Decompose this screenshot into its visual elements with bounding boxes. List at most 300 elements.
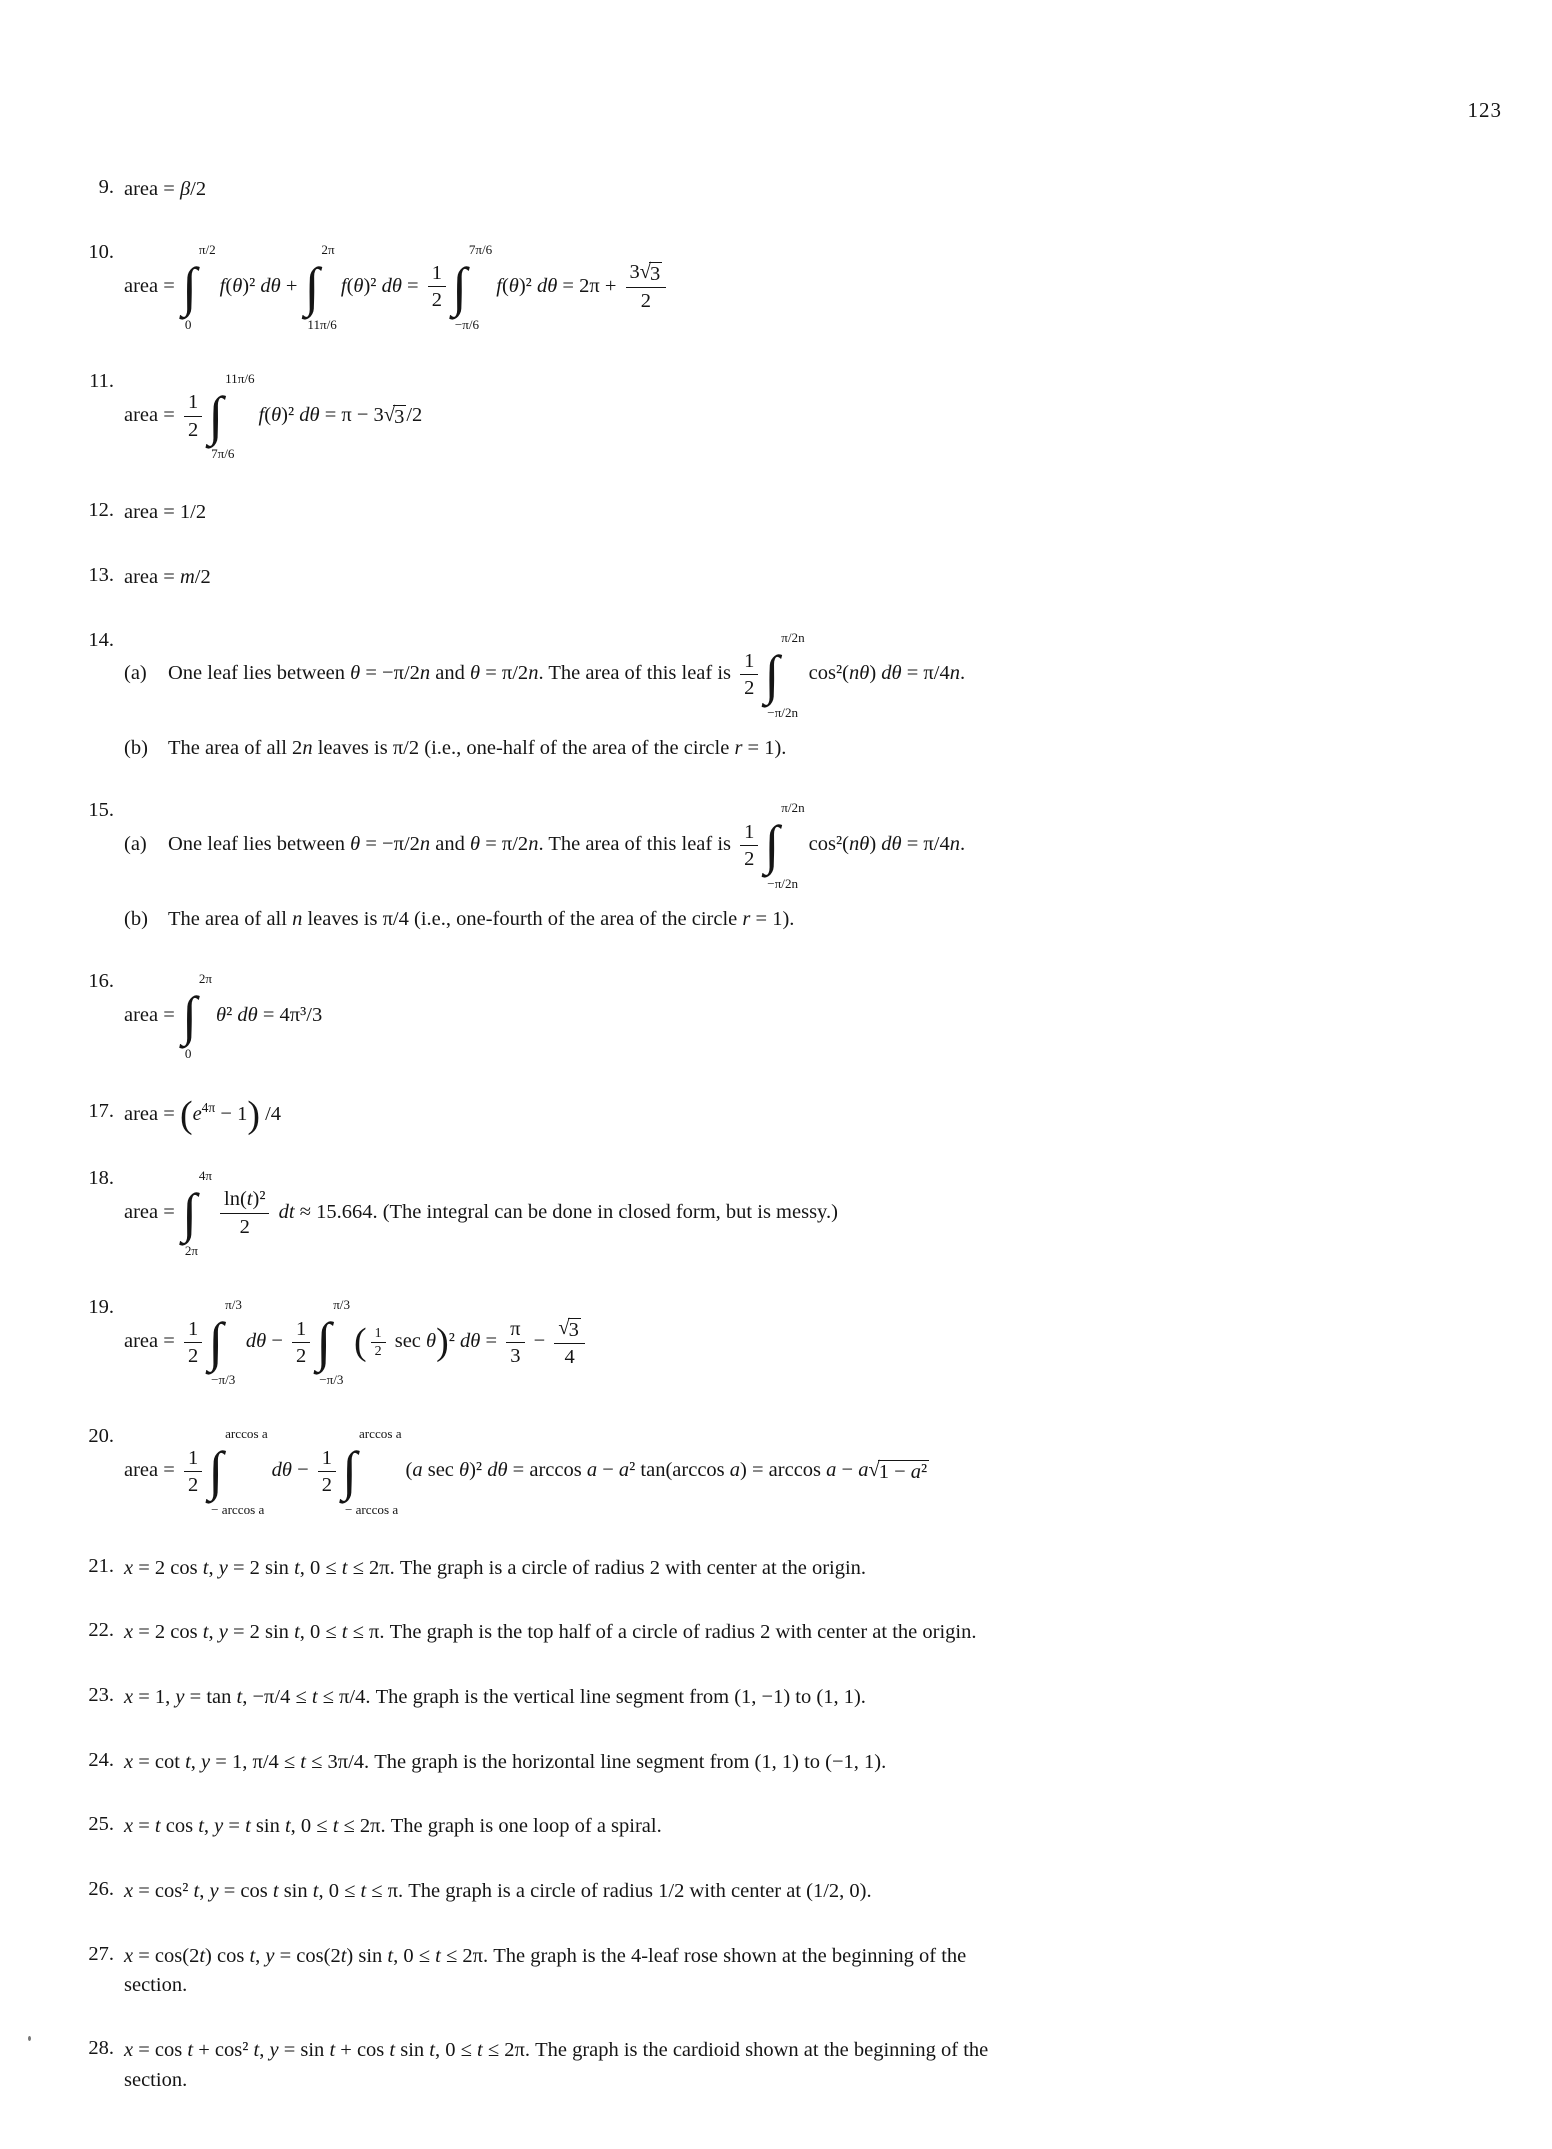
lower-limit: 0 — [184, 316, 192, 332]
text-run: = cot — [133, 1750, 186, 1773]
problem-line — [124, 241, 1522, 333]
math-variable: dθ — [381, 274, 402, 297]
integral-sign: ∫ — [181, 1182, 197, 1243]
text-run: One leaf lies between — [168, 833, 351, 856]
lower-limit: −π/3 — [319, 1372, 344, 1388]
problem-body — [124, 1425, 1522, 1517]
lower-limit: − arccos a — [344, 1501, 399, 1517]
math-variable: θ — [459, 1459, 470, 1482]
problem-line — [124, 370, 1522, 462]
text-run: /2 — [190, 178, 207, 200]
text-run: = π/4 — [901, 833, 950, 856]
math-variable: a — [858, 1459, 869, 1482]
math-variable: y — [209, 1880, 219, 1903]
text-run: cos²( — [808, 662, 849, 685]
math-variable: θ — [508, 274, 519, 297]
math-variable: θ — [470, 833, 481, 856]
problem-body — [124, 1167, 1522, 1259]
text-run: , 0 ≤ — [290, 1815, 333, 1838]
radicand — [878, 1460, 929, 1484]
lower-limit: 7π/6 — [211, 446, 235, 462]
text-run: area = — [124, 1004, 180, 1027]
text-run: = 2 cos — [133, 1621, 203, 1644]
integral-sign: ∫ — [208, 1441, 224, 1502]
math-variable: θ — [426, 1330, 437, 1353]
fraction — [184, 390, 202, 441]
text-run: area = — [124, 565, 180, 588]
text-run: section. — [124, 1974, 188, 1997]
text-run: leaves is π/4 (i.e., one-fourth of the area of the circle — [302, 907, 743, 930]
math-variable: t — [185, 1750, 191, 1773]
problem-content — [124, 1815, 662, 1837]
problem-line — [124, 1749, 1522, 1777]
fraction — [740, 820, 758, 871]
problem-line — [124, 1813, 1522, 1841]
problem-9 — [64, 176, 1522, 204]
text-run: . The area of this leaf is — [538, 662, 737, 685]
text-run: area = — [124, 1330, 180, 1353]
text-run: = 2 sin — [227, 1556, 295, 1579]
math-variable: dθ — [881, 833, 902, 856]
problem-content — [124, 1974, 187, 1996]
math-variable: r — [742, 907, 751, 930]
problem-line — [124, 1619, 1522, 1647]
radicand: 3 — [568, 1318, 579, 1341]
math-variable: x — [124, 1750, 134, 1773]
math-variable: n — [528, 662, 539, 685]
math-variable: n — [419, 833, 431, 856]
math-variable: t — [236, 1686, 243, 1709]
math-variable: t — [294, 1556, 300, 1579]
text-run: = −π/2 — [360, 662, 420, 685]
problem-number: 28. — [88, 2037, 114, 2060]
text-run: /2 — [406, 403, 423, 426]
text-run: 3 — [629, 261, 640, 284]
text-run: = 1). — [750, 907, 795, 930]
text-run: = cos(2 — [133, 1944, 200, 1967]
big-paren: ) — [436, 1321, 449, 1364]
math-variable: n — [302, 736, 313, 759]
problem-line — [124, 1094, 1522, 1137]
text-run: The area of all — [168, 907, 293, 930]
problem-11 — [64, 370, 1522, 462]
fraction-denominator: 2 — [239, 1215, 250, 1238]
problem-20 — [64, 1425, 1522, 1517]
text-run: area = — [124, 274, 180, 297]
text-run: /4 — [259, 1103, 282, 1126]
fraction-denominator: 3 — [510, 1344, 521, 1367]
math-variable: y — [201, 1750, 211, 1773]
text-run: , 0 ≤ — [318, 1880, 361, 1903]
text-run: = 1, — [133, 1686, 176, 1709]
integral — [208, 1296, 242, 1388]
problem-23 — [64, 1684, 1522, 1712]
math-variable: m — [179, 565, 195, 588]
fraction-denominator: 2 — [187, 1474, 199, 1497]
square-root — [868, 1460, 929, 1484]
problem-21 — [64, 1555, 1522, 1583]
big-paren: ( — [179, 1094, 193, 1137]
text-run: /2 — [194, 565, 211, 588]
text-run: = 1). — [742, 736, 787, 759]
upper-limit: π/2n — [781, 629, 805, 645]
integral-sign: ∫ — [342, 1441, 357, 1502]
integral-sign: ∫ — [451, 256, 467, 317]
text-run: The area of all 2 — [168, 736, 303, 759]
math-variable: y — [214, 1815, 224, 1838]
integral-limits — [211, 1425, 268, 1517]
text-run: section. — [124, 2068, 188, 2091]
lower-limit: −π/3 — [211, 1372, 236, 1388]
lower-limit: −π/2n — [767, 704, 799, 720]
problem-body — [124, 370, 1522, 462]
math-variable: x — [124, 1621, 134, 1644]
text-run: ² tan(arccos — [629, 1459, 730, 1482]
math-variable: nθ — [848, 833, 870, 856]
text-run: − — [528, 1330, 551, 1353]
math-variable: t — [253, 2039, 260, 2062]
problem-content — [124, 178, 206, 200]
integral — [208, 370, 254, 462]
math-variable: dθ — [536, 274, 558, 297]
text-run: = — [223, 1815, 246, 1838]
math-variable: x — [124, 1815, 134, 1838]
text-run: ² — [448, 1330, 461, 1353]
text-run: ) — [869, 662, 882, 685]
integral-limits — [184, 970, 213, 1062]
math-variable: θ — [232, 274, 243, 297]
text-run: = 4π³/3 — [257, 1004, 323, 1027]
problem-body — [124, 499, 1522, 527]
math-variable: nθ — [848, 662, 870, 685]
math-variable: t — [198, 1815, 204, 1838]
problem-body — [124, 564, 1522, 592]
upper-limit: arccos a — [358, 1426, 402, 1442]
problem-line — [124, 564, 1522, 592]
math-variable: t — [202, 1556, 209, 1579]
text-run: , — [208, 1556, 219, 1579]
integral — [764, 799, 804, 891]
math-variable: y — [269, 2039, 279, 2062]
problem-content — [124, 241, 670, 332]
lower-limit: 0 — [184, 1046, 192, 1062]
integral — [305, 241, 337, 333]
math-variable: t — [429, 2039, 435, 2062]
text-run: = 2 cos — [133, 1556, 203, 1579]
text-run: − — [291, 1459, 314, 1482]
problem-body — [124, 1555, 1522, 1583]
text-run: ≤ 2π. The graph is the 4-leaf rose shown at the beginning of the — [440, 1944, 967, 1967]
fraction-numerator: 1 — [740, 820, 758, 846]
part-label: (a) — [124, 662, 147, 685]
text-run: − 1 — [215, 1103, 248, 1126]
problem-content — [124, 370, 423, 462]
fraction — [554, 1316, 585, 1369]
math-variable: t — [329, 2039, 336, 2062]
problem-content — [124, 1621, 976, 1643]
problem-content — [124, 1945, 966, 1967]
fraction-numerator: 1 — [740, 649, 758, 675]
text-run: ≤ 2π. The graph is a circle of radius 2 with center at the origin. — [347, 1556, 867, 1579]
problem-line — [124, 1296, 1522, 1388]
problem-14 — [64, 629, 1522, 763]
integral-limits — [767, 799, 805, 891]
fraction-numerator: 1 — [184, 1446, 202, 1472]
problem-18 — [64, 1167, 1522, 1259]
problem-content — [124, 1167, 838, 1259]
text-run: sec — [389, 1330, 427, 1353]
text-run: , — [190, 1750, 202, 1773]
part-label: (b) — [124, 736, 148, 759]
text-run: , — [208, 1621, 219, 1644]
text-run: . The area of this leaf is — [538, 833, 737, 856]
upper-limit: π/2n — [781, 800, 805, 816]
problem-line — [124, 1425, 1522, 1517]
problem-body — [124, 176, 1522, 204]
text-run: ) sin — [346, 1944, 388, 1967]
problem-16 — [64, 970, 1522, 1062]
page-number: 123 — [1467, 98, 1502, 122]
math-variable: t — [311, 1686, 318, 1709]
problem-line — [124, 1972, 1522, 2000]
problem-content — [124, 1686, 866, 1708]
text-run: = 2 sin — [227, 1621, 295, 1644]
text-run: = 2π + — [557, 274, 622, 297]
math-variable: t — [341, 1621, 348, 1644]
problem-content — [168, 908, 794, 930]
text-run: = — [133, 1815, 155, 1838]
integral — [182, 1167, 212, 1259]
fraction-numerator — [554, 1316, 585, 1344]
problem-line — [124, 629, 1522, 721]
problem-body — [124, 1943, 1522, 2000]
problem-content — [124, 566, 211, 588]
problem-number: 13. — [88, 563, 114, 586]
text-run: )² — [363, 274, 382, 297]
problem-body — [124, 1684, 1522, 1712]
integral — [316, 1296, 350, 1388]
problem-10 — [64, 241, 1522, 333]
text-run: + — [280, 274, 303, 297]
math-variable: dθ — [271, 1459, 292, 1482]
integral-limits — [307, 241, 337, 333]
text-run: = cos² — [133, 1880, 194, 1903]
text-run: − — [266, 1330, 289, 1353]
math-variable: θ — [470, 662, 481, 685]
text-run: ( — [225, 274, 233, 297]
math-variable: a — [586, 1459, 598, 1482]
text-run: ) cos — [205, 1944, 250, 1967]
math-variable: t — [389, 2039, 396, 2062]
problem-15 — [64, 799, 1522, 933]
text-run: cos²( — [808, 833, 849, 856]
problem-number: 14. — [88, 628, 114, 651]
integral — [182, 970, 212, 1062]
fraction-denominator: 2 — [744, 677, 755, 700]
fraction-denominator: 4 — [564, 1345, 575, 1368]
text-run: + cos — [335, 2039, 390, 2062]
square-root — [558, 1318, 581, 1342]
text-run: , 0 ≤ — [435, 2039, 478, 2062]
problem-body — [124, 1619, 1522, 1647]
text-run: sin — [250, 1815, 285, 1838]
problem-line — [124, 735, 1522, 763]
text-run: = cos — [218, 1880, 273, 1903]
text-run: )² — [518, 274, 537, 297]
math-variable: dθ — [487, 1459, 508, 1482]
math-variable: t — [435, 1944, 441, 1967]
integral-sign: ∫ — [304, 256, 320, 317]
problem-number: 9. — [98, 176, 114, 198]
integral — [764, 629, 804, 721]
math-variable: n — [292, 907, 303, 930]
text-run: ≤ π. The graph is the top half of a circle of radius 2 with center at the origin. — [347, 1621, 977, 1644]
problem-line — [124, 970, 1522, 1062]
math-variable: a — [910, 1461, 922, 1484]
math-variable: t — [312, 1880, 319, 1903]
math-variable: dθ — [237, 1004, 258, 1027]
square-root — [384, 405, 407, 429]
problem-19 — [64, 1296, 1522, 1388]
upper-limit: π/3 — [333, 1297, 351, 1313]
integral-limits — [767, 629, 805, 721]
problem-13 — [64, 564, 1522, 592]
upper-limit: 11π/6 — [225, 370, 255, 386]
square-root — [640, 262, 663, 286]
integral — [208, 1425, 267, 1517]
problem-28 — [64, 2037, 1522, 2094]
integral-sign: ∫ — [764, 644, 780, 705]
problem-number: 12. — [88, 499, 114, 522]
integral-limits — [319, 1296, 351, 1388]
fraction — [220, 1187, 269, 1238]
text-run: = 1, π/4 ≤ — [210, 1750, 301, 1773]
math-variable: x — [124, 1686, 134, 1709]
text-run: leaves is π/2 (i.e., one-half of the area of the circle — [312, 736, 735, 759]
math-variable: y — [218, 1556, 228, 1579]
fraction-numerator — [220, 1187, 269, 1213]
text-run: and — [430, 662, 470, 685]
problem-content — [168, 737, 786, 759]
text-run: ≤ 2π. The graph is the cardioid shown at the beginning of the — [482, 2039, 989, 2062]
text-run: , — [255, 1944, 266, 1967]
upper-limit: arccos a — [225, 1426, 268, 1442]
integral-limits — [184, 1167, 213, 1259]
integral-limits — [344, 1425, 402, 1517]
math-variable: dt — [273, 1200, 295, 1223]
fraction — [626, 260, 667, 313]
problem-number: 21. — [88, 1554, 114, 1577]
problem-number: 17. — [88, 1099, 114, 1122]
text-run: = π − 3 — [319, 403, 384, 426]
math-variable: n — [419, 662, 431, 685]
problem-content — [124, 1751, 886, 1773]
text-run: sec — [422, 1459, 460, 1482]
problem-number: 22. — [88, 1619, 114, 1642]
math-variable: a — [826, 1459, 837, 1482]
math-variable: t — [249, 1944, 256, 1967]
integral-limits — [454, 241, 493, 333]
lower-limit: − arccos a — [211, 1501, 265, 1517]
text-run: )² — [469, 1459, 488, 1482]
fraction-numerator: 1 — [371, 1326, 386, 1343]
text-run: = sin — [278, 2039, 330, 2062]
integral — [452, 241, 492, 333]
integral — [182, 241, 216, 333]
upper-limit: π/2 — [198, 241, 216, 257]
text-run: area = — [124, 178, 180, 200]
math-variable: t — [340, 1944, 347, 1967]
fraction — [506, 1317, 524, 1368]
text-run: )² — [252, 1188, 266, 1211]
problem-content — [124, 1880, 872, 1902]
math-variable: y — [218, 1621, 228, 1644]
big-paren: ) — [247, 1094, 260, 1137]
radical-sign: √ — [383, 403, 396, 426]
text-run: = π/2 — [480, 662, 529, 685]
text-run: = cos(2 — [274, 1944, 341, 1967]
math-variable: t — [387, 1944, 394, 1967]
integral — [342, 1425, 401, 1517]
text-run: − — [836, 1459, 859, 1482]
lower-limit: −π/6 — [454, 316, 480, 332]
fraction-denominator: 2 — [296, 1344, 307, 1367]
problem-number: 20. — [88, 1425, 114, 1448]
text-run: ≈ 15.664. (The integral can be done in closed form, but is messy.) — [294, 1200, 838, 1223]
text-run: , 0 ≤ — [393, 1944, 436, 1967]
math-variable: a — [412, 1459, 423, 1482]
part-label: (a) — [124, 833, 147, 856]
fraction-numerator: π — [506, 1317, 524, 1343]
problem-line — [124, 799, 1522, 891]
upper-limit: 4π — [198, 1167, 213, 1183]
text-run: , 0 ≤ — [299, 1556, 342, 1579]
fraction — [318, 1446, 336, 1497]
problem-24 — [64, 1749, 1522, 1777]
fraction-numerator: 1 — [318, 1446, 336, 1472]
problem-25 — [64, 1813, 1522, 1841]
text-run: ≤ 3π/4. The graph is the horizontal line segment from (1, 1) to (−1, 1). — [305, 1750, 887, 1773]
text-run: ) — [869, 833, 882, 856]
math-variable: t — [187, 2039, 194, 2062]
text-run: = — [480, 1330, 503, 1353]
problem-line — [124, 1943, 1522, 1971]
problem-content — [124, 1426, 929, 1517]
fraction-denominator: 2 — [321, 1474, 333, 1497]
text-run: )² — [281, 403, 300, 426]
math-variable: n — [949, 833, 960, 856]
math-variable: t — [154, 1815, 161, 1838]
problem-number: 15. — [88, 799, 114, 822]
problem-content — [124, 1557, 866, 1579]
text-run: and — [430, 833, 470, 856]
integral-sign: ∫ — [181, 986, 197, 1047]
problem-line — [124, 1167, 1522, 1259]
math-variable: dθ — [260, 274, 281, 297]
radicand: 3 — [650, 263, 661, 286]
text-run: = cos — [133, 2039, 188, 2062]
text-run: ( — [264, 403, 272, 426]
text-run: )² — [242, 274, 261, 297]
text-run: 1 − — [878, 1461, 911, 1484]
problem-body — [124, 1878, 1522, 1906]
math-variable: θ — [350, 833, 361, 856]
math-variable: t — [332, 1815, 339, 1838]
problem-number: 19. — [88, 1296, 114, 1319]
text-run: = tan — [184, 1686, 237, 1709]
scan-artifact — [28, 2036, 31, 2041]
integral-limits — [184, 241, 216, 333]
